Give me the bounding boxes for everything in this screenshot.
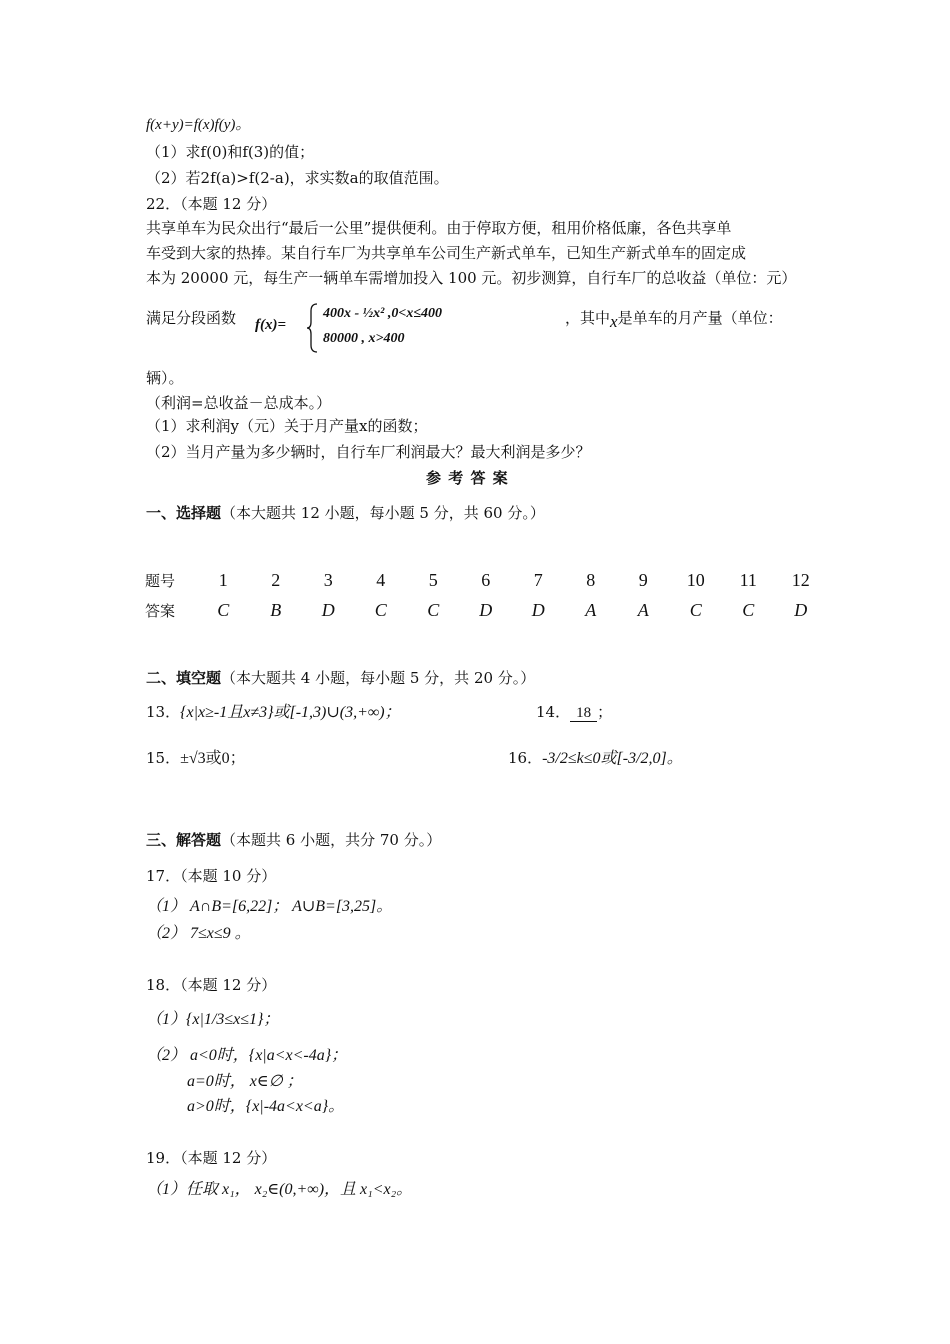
p22-paragraph-line: 辆）。 [146, 369, 184, 387]
answer-14: 14． 18 ； [536, 703, 613, 721]
question-number: 2 [271, 569, 281, 590]
p22-question-1: （1）求利润y（元）关于月产量x的函数； [146, 417, 428, 435]
p18-header: 18．（本题 12 分） [146, 976, 277, 994]
question-number: 6 [481, 569, 491, 590]
question-number: 8 [586, 569, 596, 590]
question-number: 10 [686, 569, 705, 590]
answer-choice: A [585, 599, 597, 620]
question-number: 5 [428, 569, 438, 590]
answer-13: 13．{x|x≥-1且x≠3}或[-1,3)∪(3,+∞)； [146, 703, 401, 721]
p22-question-2: （2）当月产量为多少辆时，自行车厂利润最大？最大利润是多少？ [146, 443, 591, 461]
p21-question-1: （1）求f(0)和f(3)的值； [146, 143, 315, 161]
question-number: 1 [218, 569, 228, 590]
p18-answer-2c: a>0时，{x|-4a<x<a}。 [187, 1098, 345, 1115]
p19-header: 19．（本题 12 分） [146, 1149, 277, 1167]
p18-answer-2b: a=0时， x∈∅ ； [187, 1073, 303, 1090]
p22-paragraph-line: 本为 20000 元，每生产一辆单车需增加投入 100 元。初步测算，自行车厂的总收益（单位：元） [146, 269, 797, 287]
row-label-answer: 答案 [145, 601, 176, 620]
answer-choice: D [794, 599, 808, 620]
p22-piecewise-suffix: ，其中x是单车的月产量（单位： [565, 309, 783, 331]
answer-16: 16．-3/2≤k≤0或[-3/2,0]。 [508, 749, 683, 767]
answer-choice: D [321, 599, 335, 620]
answer-choice: C [427, 599, 440, 620]
question-number: 11 [739, 569, 757, 590]
answer-table [145, 565, 827, 625]
question-number: 3 [323, 569, 333, 590]
piece-case-1: 400x - ½x² ,0<x≤400 [323, 306, 443, 321]
piece-case-2: 80000 , x>400 [323, 331, 405, 346]
p19-answer-1: （1）任取 x₁， x₂∈(0,+∞)，且 x₁<x₂。 [146, 1181, 413, 1198]
question-number: 7 [533, 569, 543, 590]
answers-title: 参 考 答 案 [426, 469, 509, 487]
p22-paragraph-line: 车受到大家的热捧。某自行车厂为共享单车公司生产新式单车，已知生产新式单车的固定成 [146, 244, 747, 262]
answer-choice: B [270, 599, 282, 620]
brace-icon [305, 302, 319, 354]
piecewise-fx: f(x)= [255, 317, 287, 333]
p22-paragraph-line: 共享单车为民众出行“最后一公里”提供便利。由于停取方便，租用价格低廉，各色共享单 [146, 219, 732, 237]
p17-answer-1: （1） A∩B=[6,22]； A∪B=[3,25]。 [146, 898, 393, 915]
p18-answer-1: （1）{x|1/3≤x≤1}； [146, 1011, 280, 1028]
section-2-heading: 二、填空题（本大题共 4 小题，每小题 5 分，共 20 分。） [146, 669, 536, 687]
answer-choice: A [637, 599, 649, 620]
p21-question-2: （2）若2f(a)>f(2-a)，求实数a的取值范围。 [146, 169, 449, 187]
answer-choice: D [531, 599, 545, 620]
p22-header: 22．（本题 12 分） [146, 195, 277, 213]
answer-choice: D [479, 599, 493, 620]
answer-choice: C [374, 599, 387, 620]
p17-header: 17．（本题 10 分） [146, 867, 277, 885]
section-3-heading: 三、解答题（本题共 6 小题，共分 70 分。） [146, 831, 442, 849]
piecewise-function [255, 302, 575, 354]
p22-piecewise-prefix: 满足分段函数 [146, 309, 237, 327]
p21-equation: f(x+y)=f(x)f(y)。 [146, 117, 251, 133]
table-row-numbers [145, 565, 827, 595]
table-row-answers [145, 595, 827, 625]
p22-note: （利润=总收益－总成本。） [146, 394, 332, 412]
question-number: 4 [376, 569, 386, 590]
row-label-number: 题号 [145, 571, 176, 590]
section-1-heading: 一、选择题（本大题共 12 小题，每小题 5 分，共 60 分。） [146, 504, 545, 522]
answer-choice: C [742, 599, 755, 620]
p18-answer-2a: （2） a<0时，{x|a<x<-4a}； [146, 1047, 348, 1064]
question-number: 9 [638, 569, 648, 590]
answer-15: 15．±√3或0； [146, 749, 246, 767]
p17-answer-2: （2） 7≤x≤9 。 [146, 925, 251, 942]
question-number: 12 [791, 569, 810, 590]
answer-choice: C [217, 599, 230, 620]
answer-choice: C [689, 599, 702, 620]
